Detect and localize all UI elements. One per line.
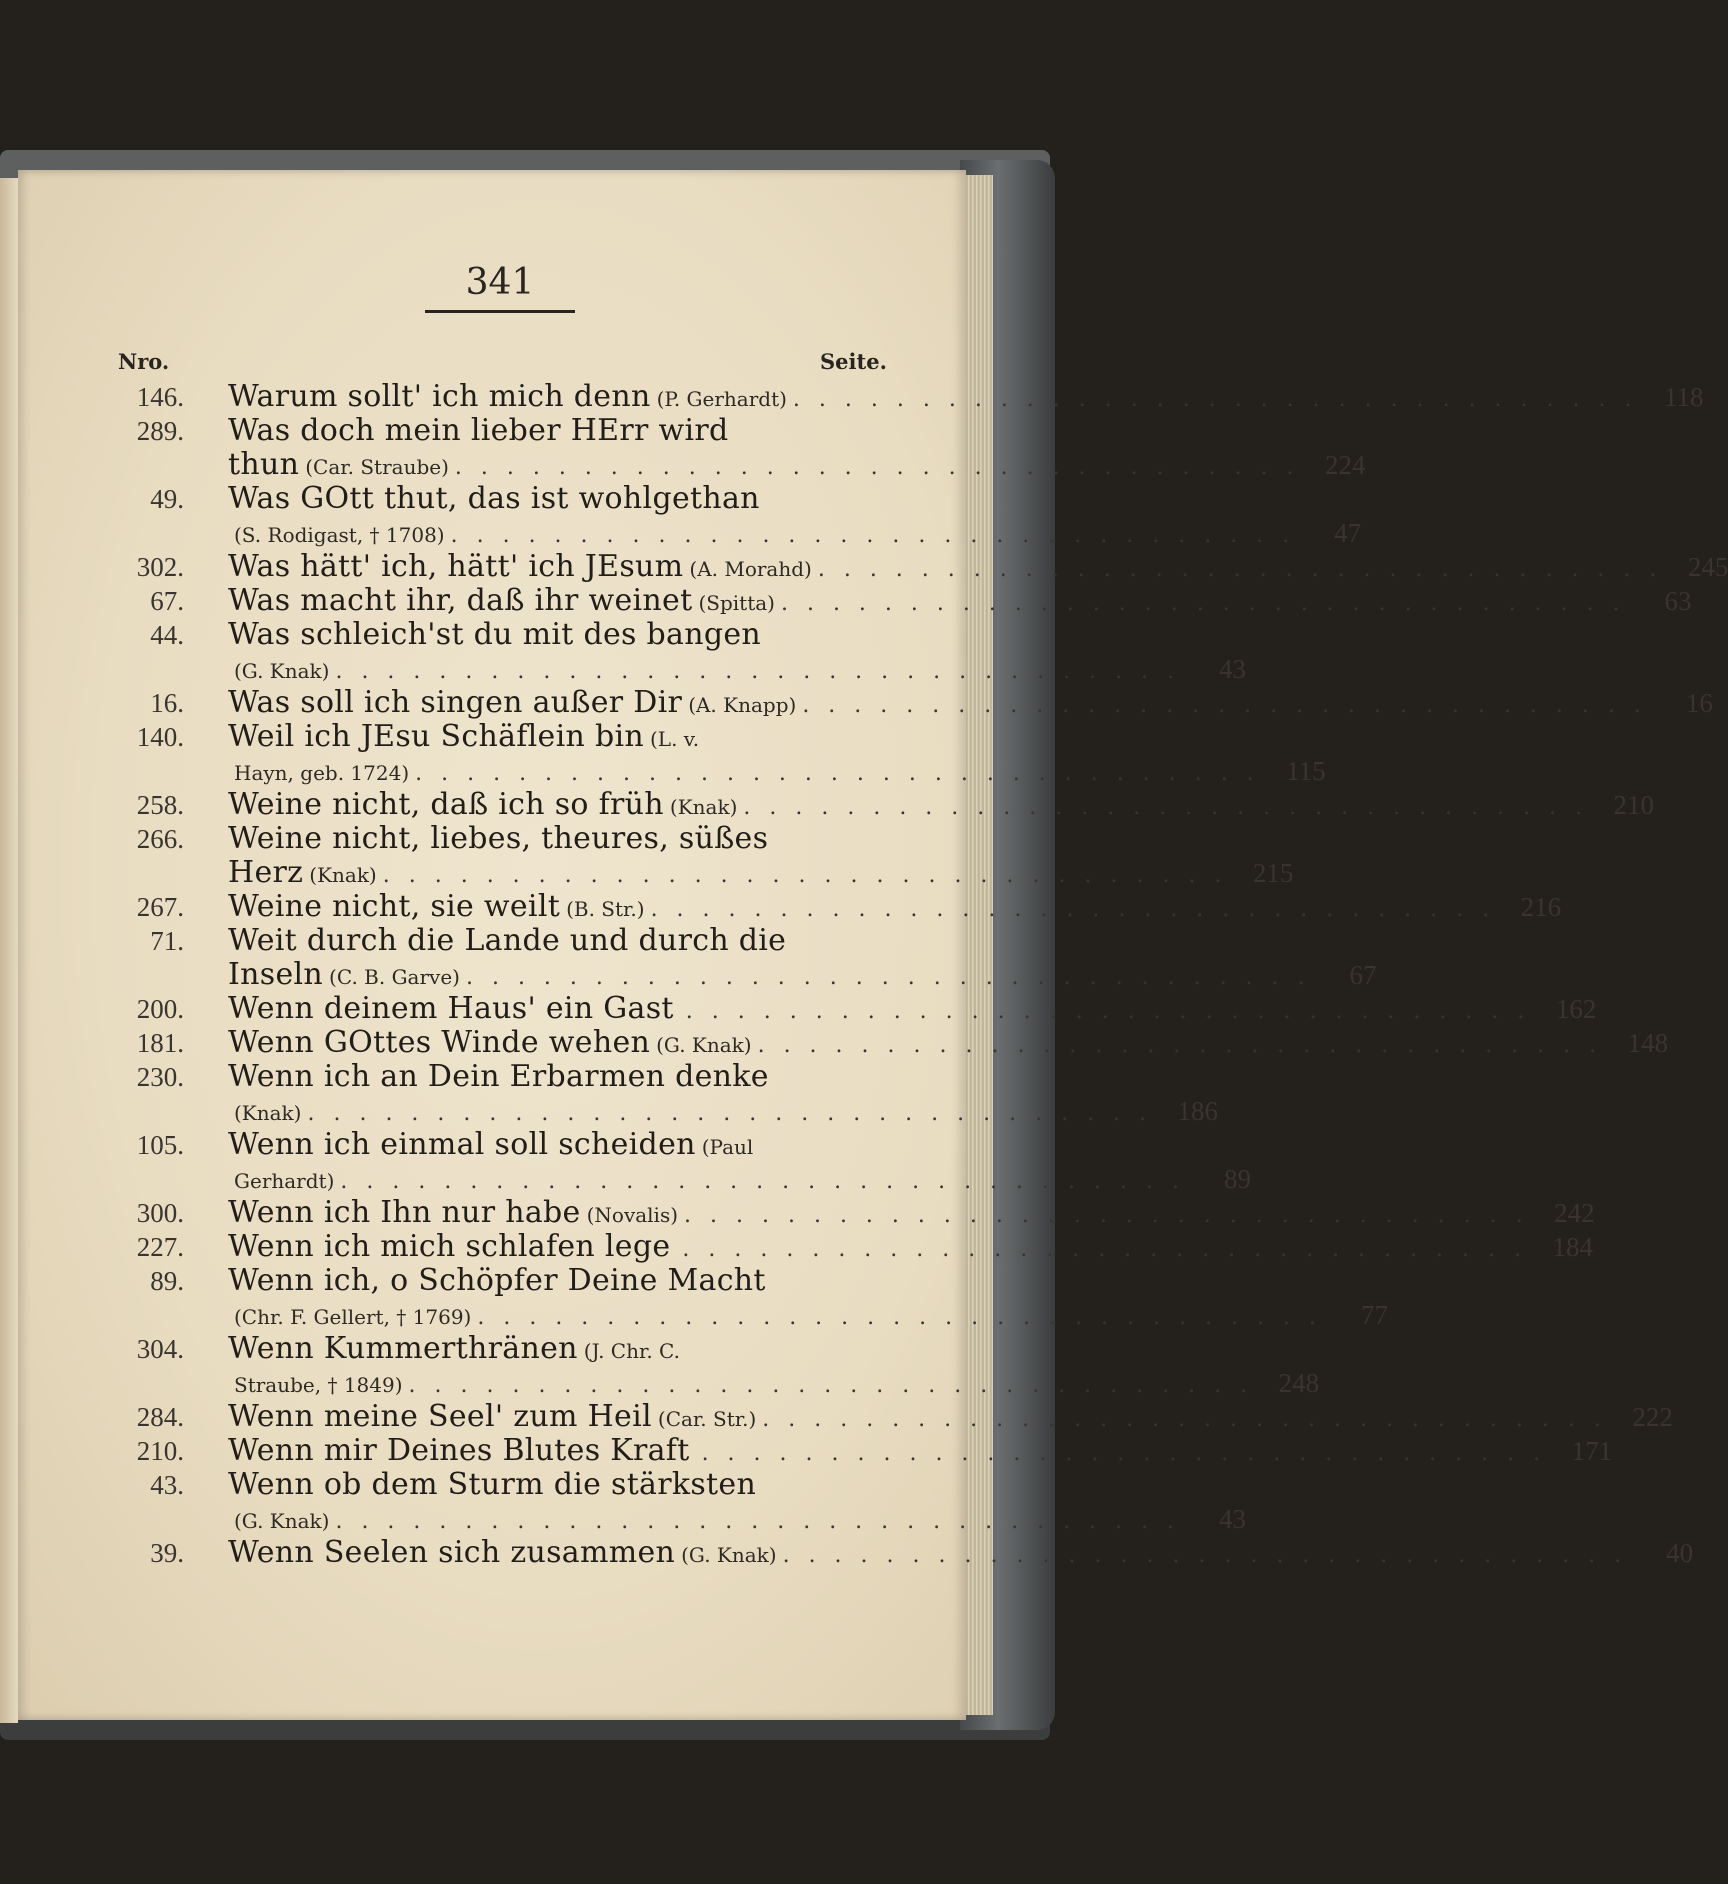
index-entry — [100, 685, 1713, 720]
hymn-number: 89. — [150, 1266, 184, 1296]
dot-leader: . . . . . . . . . . . . . . . . . . . . . . . . . . . . . . . . . — [382, 863, 1228, 888]
hymn-author: Straube, † 1849) — [234, 1373, 403, 1397]
index-entry — [100, 1195, 1595, 1230]
hymn-title: Wenn meine Seel' zum Heil — [228, 1399, 652, 1434]
hymn-title: Was soll ich singen außer Dir — [228, 685, 683, 720]
hymn-author: Gerhardt) — [234, 1169, 335, 1193]
dot-leader: . . . . . . . . . . . . . . . . . . . . . . . . . . . . . . . . . — [335, 1509, 1181, 1534]
entry-body — [228, 1400, 1673, 1434]
page-reference: 148 — [1627, 1028, 1669, 1058]
hymn-number: 304. — [136, 1334, 184, 1364]
entry-line — [228, 1230, 1593, 1264]
entry-body — [228, 890, 1561, 924]
entry-body — [228, 992, 1596, 1026]
index-entry — [100, 821, 1294, 890]
hymn-title: Was macht ihr, daß ihr weinet — [228, 583, 693, 618]
dot-leader: . . . . . . . . . . . . . . . . . . . . . . . . . . . . . . . . . — [340, 1169, 1185, 1194]
hymn-title: Wenn ich mich schlafen lege — [228, 1229, 671, 1264]
page-reference: 210 — [1613, 790, 1654, 820]
hymn-title: Weine nicht, liebes, theures, süßes — [228, 821, 769, 856]
hymn-author: (J. Chr. C. — [583, 1339, 680, 1363]
entry-line — [228, 652, 1246, 686]
page-reference: 248 — [1278, 1368, 1320, 1398]
entry-body — [228, 822, 1293, 890]
entry-body — [228, 788, 1654, 822]
dot-leader: . . . . . . . . . . . . . . . . . . . . . . . . . . . . . . . . . — [477, 1305, 1322, 1330]
hymn-author: (Paul — [701, 1135, 754, 1159]
entry-body — [228, 1264, 1388, 1332]
hymn-title: Wenn GOttes Winde wehen — [228, 1025, 651, 1060]
hymn-author: (C. B. Garve) — [329, 965, 460, 989]
hymn-author: (L. v. — [650, 727, 700, 751]
entry-body — [228, 1128, 1251, 1196]
dot-leader: . . . . . . . . . . . . . . . . . . . . . . . . . . . . . . . . . — [743, 795, 1588, 820]
entry-line — [228, 720, 1326, 754]
entry-body — [228, 1026, 1668, 1060]
hymn-number: 284. — [136, 1402, 184, 1432]
page-reference: 43 — [1219, 654, 1247, 684]
index-entry — [100, 1059, 1219, 1128]
hymn-author: (Novalis) — [586, 1203, 679, 1227]
page-reference: 186 — [1177, 1096, 1219, 1126]
page-reference: 118 — [1663, 382, 1704, 412]
entry-line — [228, 992, 1596, 1026]
entry-line — [228, 1536, 1693, 1570]
hymn-title: Wenn ich, o Schöpfer Deine Macht — [228, 1263, 766, 1298]
entry-line — [228, 1196, 1595, 1230]
entry-body — [228, 1230, 1593, 1264]
hymn-author: (Chr. F. Gellert, † 1769) — [234, 1305, 472, 1329]
index-entry — [100, 413, 1366, 482]
hymn-author: (G. Knak) — [234, 659, 330, 683]
index-entry — [100, 923, 1377, 992]
hymn-title: Wenn mir Deines Blutes Kraft — [228, 1433, 690, 1468]
entry-line — [228, 1468, 1246, 1502]
hymn-title: Weine nicht, daß ich so früh — [228, 787, 664, 822]
hymn-author: (Knak) — [309, 863, 377, 887]
dot-leader: . . . . . . . . . . . . . . . . . . . . . . . . . . . . . . . . . — [802, 693, 1647, 718]
hymn-number: 210. — [136, 1436, 184, 1466]
dot-leader: . . . . . . . . . . . . . . . . . . . . . . . . . . . . . . . . . — [454, 455, 1300, 480]
entry-line — [228, 924, 1377, 958]
index-entry — [100, 481, 1362, 550]
dot-leader: . . . . . . . . . . . . . . . . . . . . . . . . . . . . . . . . . — [757, 1033, 1603, 1058]
entry-line — [228, 1434, 1612, 1468]
hymn-number: 181. — [136, 1028, 184, 1058]
entry-line — [228, 1502, 1246, 1536]
hymn-title: Was GOtt thut, das ist wohlgethan — [228, 481, 760, 516]
dot-leader: . . . . . . . . . . . . . . . . . . . . . . . . . . . . . . . . . — [780, 591, 1626, 616]
entry-body — [228, 1196, 1595, 1230]
index-entry — [100, 583, 1692, 618]
hymn-number: 302. — [136, 552, 184, 582]
dot-leader: . . . . . . . . . . . . . . . . . . . . . . . . . . . . . . . . . — [685, 999, 1531, 1024]
hymn-title: Herz — [228, 855, 304, 890]
entry-line — [228, 1162, 1251, 1196]
dot-leader: . . . . . . . . . . . . . . . . . . . . . . . . . . . . . . . . . — [415, 761, 1260, 786]
hymn-number: 140. — [136, 722, 184, 752]
entry-line — [228, 788, 1654, 822]
index-entry — [100, 1263, 1388, 1332]
hymn-title: Wenn ich Ihn nur habe — [228, 1195, 581, 1230]
dot-leader: . . . . . . . . . . . . . . . . . . . . . . . . . . . . . . . . . — [307, 1101, 1153, 1126]
entry-body — [228, 1332, 1319, 1400]
hymn-title: Wenn ich einmal soll scheiden — [228, 1127, 696, 1162]
hymn-number: 71. — [150, 926, 184, 956]
hymn-number: 227. — [136, 1232, 184, 1262]
hymn-author: (S. Rodigast, † 1708) — [234, 523, 445, 547]
page-reference: 115 — [1286, 756, 1326, 786]
dot-leader: . . . . . . . . . . . . . . . . . . . . . . . . . . . . . . . . . — [450, 523, 1296, 548]
index-entry — [100, 549, 1728, 584]
index-entry — [100, 1433, 1613, 1468]
entry-line — [228, 1298, 1388, 1332]
page-reference: 77 — [1360, 1300, 1388, 1330]
entry-body — [228, 618, 1246, 686]
hymn-number: 200. — [136, 994, 184, 1024]
hymn-number: 39. — [150, 1538, 184, 1568]
entry-line — [228, 1026, 1668, 1060]
hymn-number: 105. — [136, 1130, 184, 1160]
entry-line — [228, 1332, 1319, 1366]
page-reference: 47 — [1334, 518, 1362, 548]
hymn-number: 258. — [136, 790, 184, 820]
hymn-author: (B. Str.) — [566, 897, 645, 921]
column-header-nro: Nro. — [118, 349, 170, 374]
entry-line — [228, 1094, 1218, 1128]
hymn-author: (G. Knak) — [234, 1509, 330, 1533]
index-entry — [100, 991, 1597, 1026]
hymn-author: (G. Knak) — [681, 1543, 777, 1567]
entry-body — [228, 686, 1713, 720]
hymn-title: Warum sollt' ich mich denn — [228, 379, 651, 414]
hymn-number: 267. — [136, 892, 184, 922]
dot-leader: . . . . . . . . . . . . . . . . . . . . . . . . . . . . . . . . . — [701, 1441, 1547, 1466]
entry-body — [228, 1060, 1218, 1128]
entry-line — [228, 958, 1377, 992]
dot-leader: . . . . . . . . . . . . . . . . . . . . . . . . . . . . . . . . . — [650, 897, 1496, 922]
hymn-title: Weine nicht, sie weilt — [228, 889, 561, 924]
page-reference: 162 — [1555, 994, 1597, 1024]
hymn-index-list — [100, 379, 1728, 1570]
page-reference: 171 — [1571, 1436, 1613, 1466]
entry-body — [228, 414, 1365, 482]
hymn-title: Inseln — [228, 957, 324, 992]
entry-line — [228, 584, 1692, 618]
hymn-number: 289. — [136, 416, 184, 446]
hymn-title: Was doch mein lieber HErr wird — [228, 413, 729, 448]
hymn-title: Wenn ob dem Sturm die stärksten — [228, 1467, 757, 1502]
dot-leader: . . . . . . . . . . . . . . . . . . . . . . . . . . . . . . . . . — [465, 965, 1311, 990]
hymn-number: 146. — [136, 382, 184, 412]
page-reference: 245 — [1687, 552, 1728, 582]
hymn-author: (Knak) — [669, 795, 738, 819]
index-entry — [100, 379, 1704, 414]
hymn-author: (Car. Str.) — [657, 1407, 757, 1431]
hymn-title: Wenn Kummerthränen — [228, 1331, 578, 1366]
page-reference: 40 — [1666, 1538, 1694, 1568]
page-reference: 224 — [1324, 450, 1366, 480]
hymn-number: 230. — [136, 1062, 184, 1092]
hymn-number: 300. — [136, 1198, 184, 1228]
page-reference: 16 — [1685, 688, 1713, 718]
entry-line — [228, 550, 1728, 584]
hymn-number: 49. — [150, 484, 184, 514]
hymn-author: (Car. Straube) — [305, 455, 449, 479]
hymn-title: Was hätt' ich, hätt' ich JEsum — [228, 549, 684, 584]
entry-body — [228, 550, 1728, 584]
index-entry — [100, 1399, 1673, 1434]
hymn-title: Wenn ich an Dein Erbarmen denke — [228, 1059, 769, 1094]
index-entry — [100, 1127, 1251, 1196]
dot-leader: . . . . . . . . . . . . . . . . . . . . . . . . . . . . . . . . . — [682, 1237, 1527, 1262]
entry-body — [228, 1536, 1693, 1570]
entry-line — [228, 618, 1246, 652]
hymn-author: Hayn, geb. 1724) — [234, 761, 410, 785]
page-reference: 89 — [1223, 1164, 1251, 1194]
index-entry — [100, 1331, 1320, 1400]
index-entry — [100, 1229, 1593, 1264]
entry-body — [228, 584, 1692, 618]
hymn-title: Weil ich JEsu Schäflein bin — [228, 719, 644, 754]
entry-line — [228, 890, 1561, 924]
dot-leader: . . . . . . . . . . . . . . . . . . . . . . . . . . . . . . . . . — [684, 1203, 1529, 1228]
entry-line — [228, 414, 1365, 448]
page-reference: 222 — [1632, 1402, 1673, 1432]
index-entry — [100, 889, 1562, 924]
entry-line — [228, 1060, 1218, 1094]
entry-line — [228, 856, 1293, 890]
hymn-title: Was schleich'st du mit des bangen — [228, 617, 762, 652]
entry-line — [228, 380, 1703, 414]
page-reference: 216 — [1520, 892, 1562, 922]
hymn-author: (P. Gerhardt) — [656, 387, 787, 411]
entry-line — [228, 1366, 1319, 1400]
hymn-title: thun — [228, 447, 300, 482]
page-reference: 184 — [1552, 1232, 1593, 1262]
hymn-number: 44. — [150, 620, 184, 650]
entry-line — [228, 1400, 1673, 1434]
page-reference: 63 — [1664, 586, 1692, 616]
hymn-number: 67. — [150, 586, 184, 616]
entry-body — [228, 720, 1326, 788]
hymn-author: (Spitta) — [698, 591, 775, 615]
entry-line — [228, 516, 1361, 550]
entry-line — [228, 822, 1293, 856]
page-reference: 43 — [1219, 1504, 1247, 1534]
entry-line — [228, 448, 1365, 482]
dot-leader: . . . . . . . . . . . . . . . . . . . . . . . . . . . . . . . . . — [792, 387, 1638, 412]
hymn-number: 266. — [136, 824, 184, 854]
hymn-title: Weit durch die Lande und durch die — [228, 923, 787, 958]
hymn-author: (A. Knapp) — [688, 693, 797, 717]
hymn-author: (G. Knak) — [656, 1033, 752, 1057]
hymn-author: (A. Morahd) — [689, 557, 812, 581]
entry-body — [228, 1468, 1246, 1536]
entry-line — [228, 686, 1713, 720]
dot-leader: . . . . . . . . . . . . . . . . . . . . . . . . . . . . . . . . . — [762, 1407, 1607, 1432]
column-header-seite: Seite. — [820, 349, 887, 374]
hymn-number: 43. — [150, 1470, 184, 1500]
entry-line — [228, 1264, 1388, 1298]
index-entry — [100, 1467, 1247, 1536]
entry-line — [228, 754, 1326, 788]
entry-body — [228, 1434, 1612, 1468]
facing-page-edge — [0, 178, 18, 1723]
index-entry — [100, 1535, 1694, 1570]
page-number-rule — [425, 310, 575, 313]
dot-leader: . . . . . . . . . . . . . . . . . . . . . . . . . . . . . . . . . — [408, 1373, 1254, 1398]
entry-body — [228, 380, 1703, 414]
hymn-author: (Knak) — [234, 1101, 302, 1125]
index-entry — [100, 719, 1326, 788]
index-entry — [100, 787, 1654, 822]
index-entry — [100, 617, 1247, 686]
hymn-title: Wenn deinem Haus' ein Gast — [228, 991, 674, 1026]
dot-leader: . . . . . . . . . . . . . . . . . . . . . . . . . . . . . . . . . — [817, 557, 1663, 582]
page-reference: 215 — [1252, 858, 1294, 888]
hymn-number: 16. — [150, 688, 184, 718]
page-reference: 242 — [1554, 1198, 1595, 1228]
index-entry — [100, 1025, 1669, 1060]
entry-line — [228, 482, 1361, 516]
entry-body — [228, 482, 1361, 550]
dot-leader: . . . . . . . . . . . . . . . . . . . . . . . . . . . . . . . . . — [335, 659, 1181, 684]
page-number: 341 — [465, 262, 535, 303]
dot-leader: . . . . . . . . . . . . . . . . . . . . . . . . . . . . . . . . . — [782, 1543, 1628, 1568]
entry-body — [228, 924, 1377, 992]
entry-line — [228, 1128, 1251, 1162]
hymn-title: Wenn Seelen sich zusammen — [228, 1535, 676, 1570]
page-reference: 67 — [1349, 960, 1377, 990]
